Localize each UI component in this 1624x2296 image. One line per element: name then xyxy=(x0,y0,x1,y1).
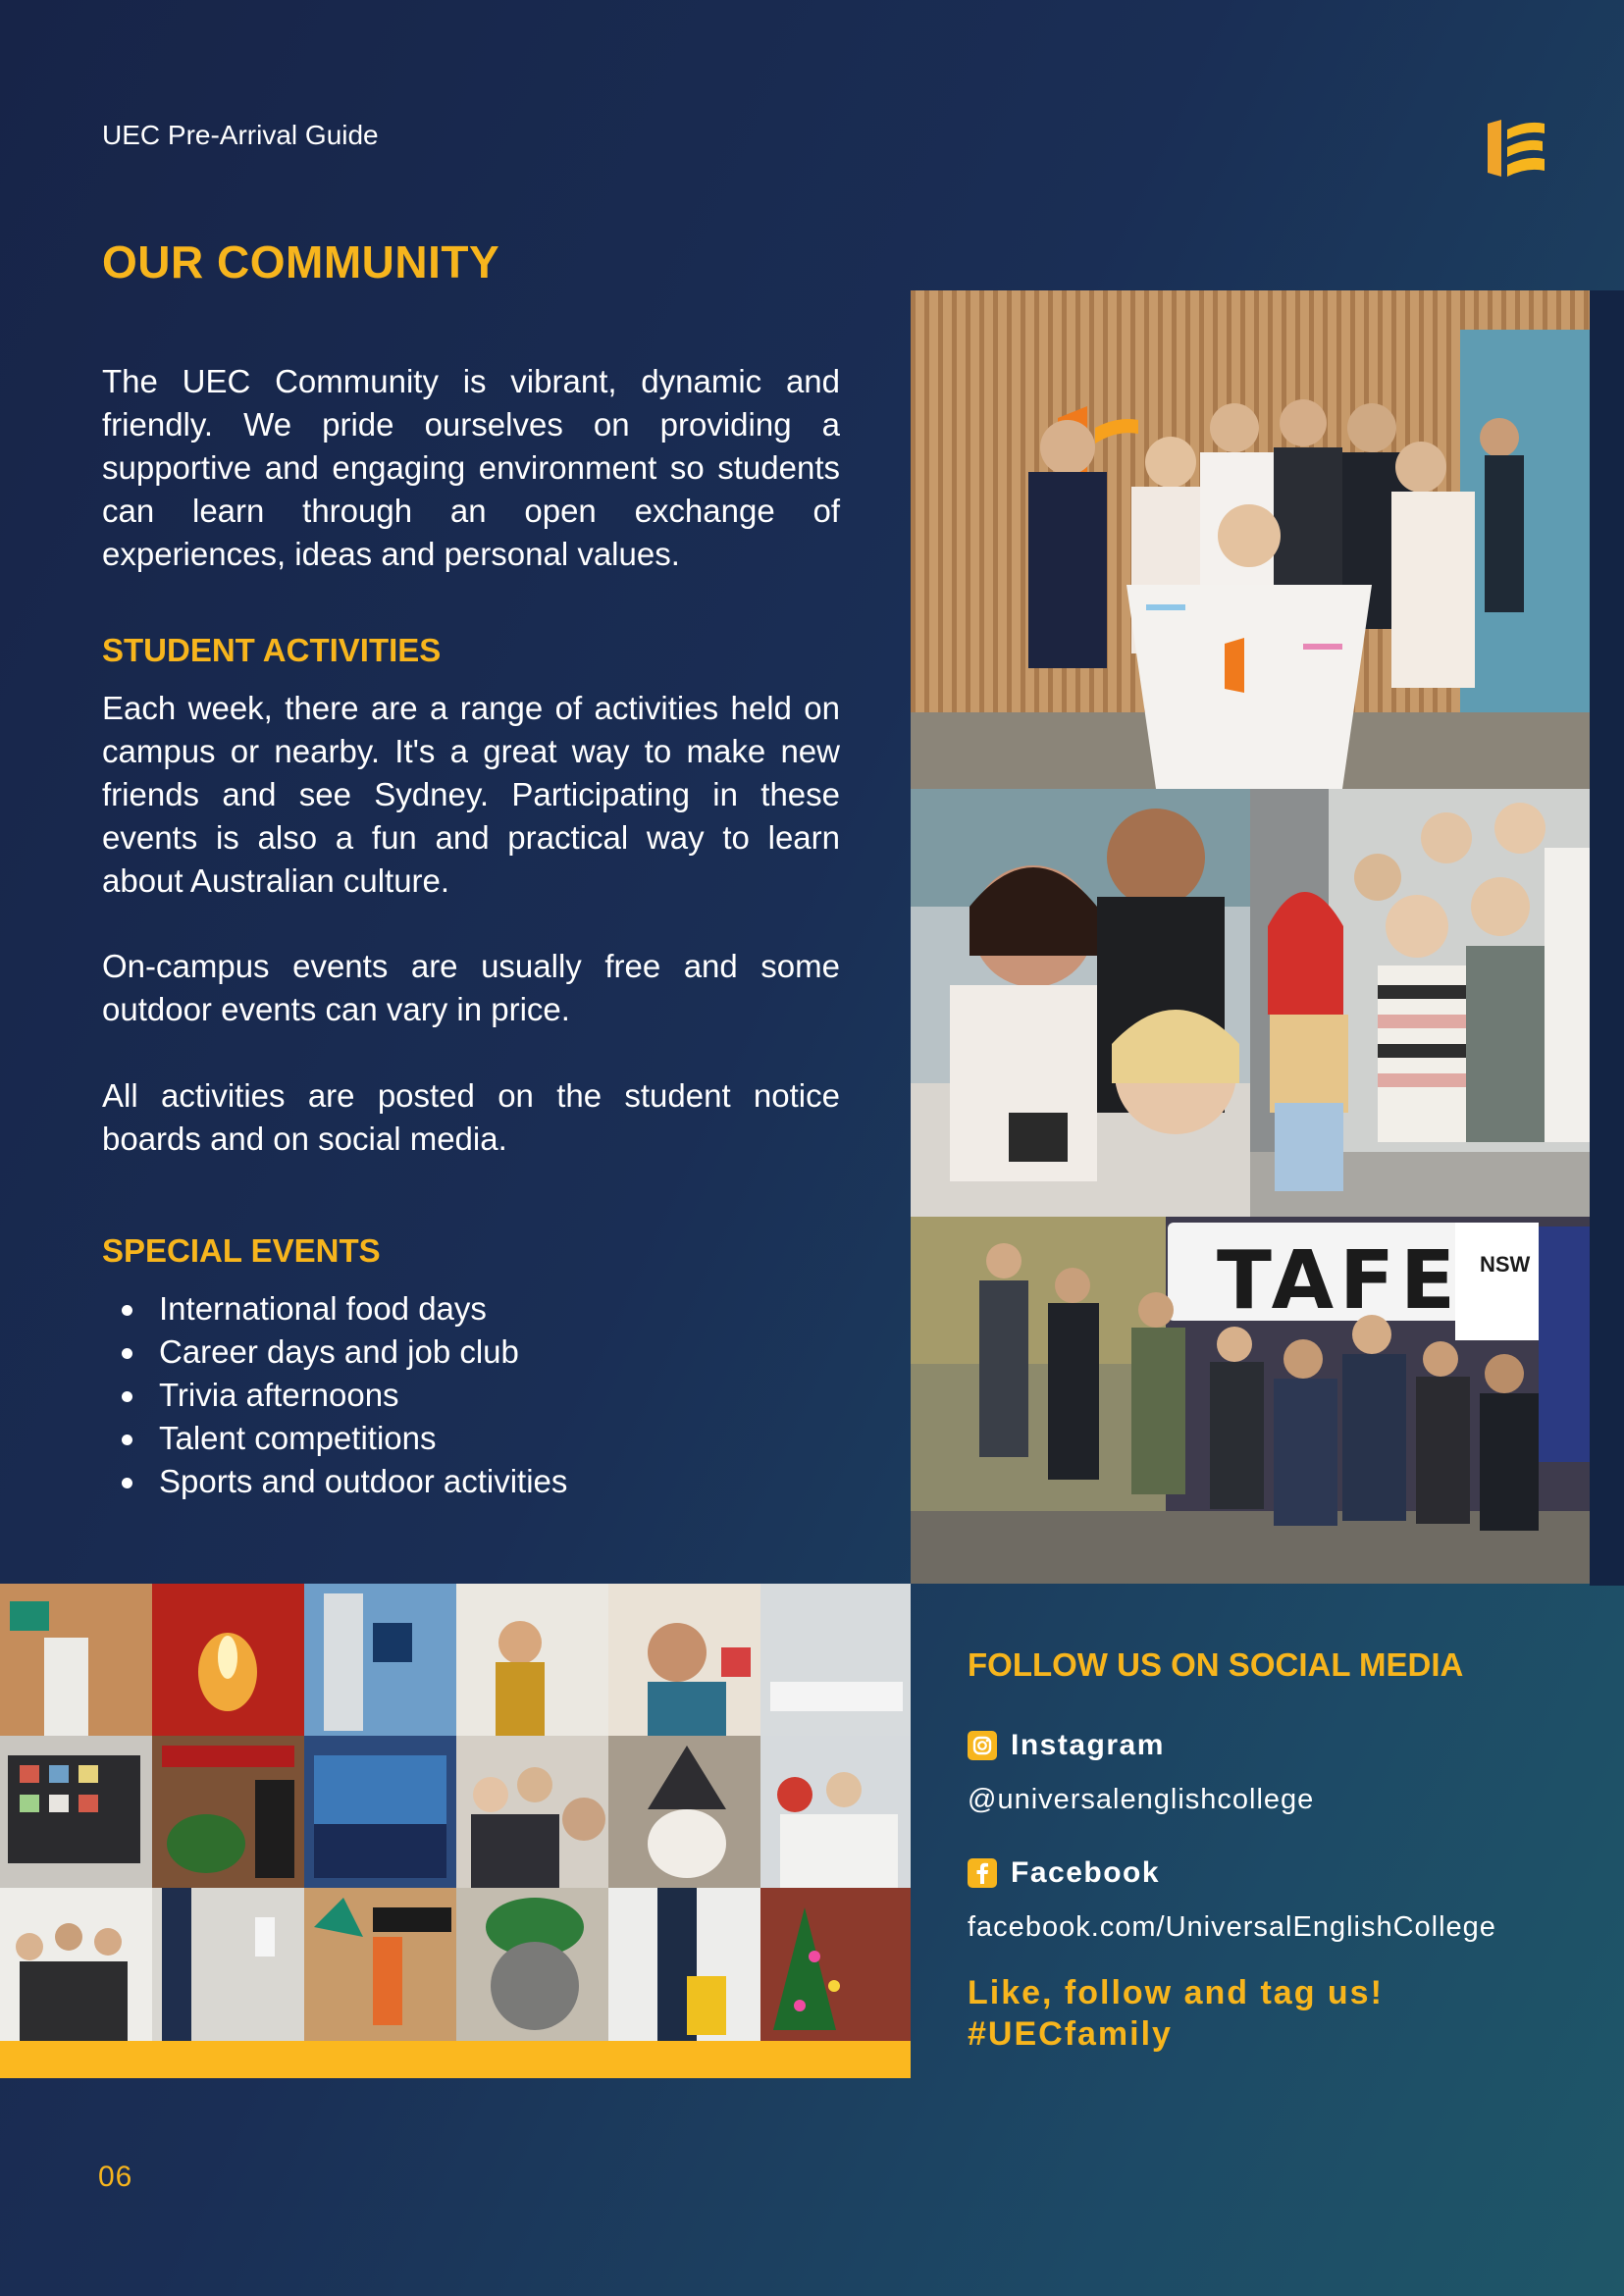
instagram-handle[interactable]: @universalenglishcollege xyxy=(968,1784,1315,1815)
list-item: International food days xyxy=(102,1287,789,1331)
list-item: Talent competitions xyxy=(102,1417,789,1460)
facebook-label[interactable]: Facebook xyxy=(1011,1856,1161,1889)
hashtag: #UECfamily xyxy=(968,2015,1173,2053)
photo-tafe-excursion xyxy=(911,1217,1590,1584)
facebook-handle[interactable]: facebook.com/UniversalEnglishCollege xyxy=(968,1911,1496,1943)
intro-paragraph: The UEC Community is vibrant, dynamic and friendly. We pride ourselves on providing a supportive and engaging environment so students can learn through an open exchange of experiences, ideas and personal values. xyxy=(102,363,840,572)
tafe-sign: TAFE xyxy=(1217,1234,1462,1328)
uec-logo-icon xyxy=(1484,116,1548,184)
list-item: Trivia afternoons xyxy=(102,1374,789,1417)
photo-group-hallway xyxy=(1250,789,1590,1217)
accent-bar xyxy=(0,2041,911,2078)
list-item: Career days and job club xyxy=(102,1331,789,1374)
special-events-heading: SPECIAL EVENTS xyxy=(102,1232,381,1269)
tafe-sign-sub: NSW xyxy=(1480,1252,1531,1277)
activities-paragraph-1: Each week, there are a range of activities held on campus or nearby. It's a great way to make new friends and see Sydney. Participating in these events is also a fun and practical way to learn about Australian culture. xyxy=(102,690,840,899)
activities-paragraph-2: On-campus events are usually free and some outdoor events can vary in price. xyxy=(102,948,840,1027)
social-heading: FOLLOW US ON SOCIAL MEDIA xyxy=(968,1646,1464,1683)
student-activities-heading: STUDENT ACTIVITIES xyxy=(102,632,442,668)
photo-group-lobby xyxy=(911,290,1590,789)
photo-collage xyxy=(0,1584,911,2041)
list-item: Sports and outdoor activities xyxy=(102,1460,789,1503)
social-tagline xyxy=(968,1972,1384,2055)
activities-paragraph-3: All activities are posted on the student notice boards and on social media. xyxy=(102,1077,840,1157)
special-events-list xyxy=(102,1287,789,1503)
instagram-label[interactable]: Instagram xyxy=(1011,1729,1165,1761)
facebook-icon[interactable] xyxy=(968,1858,997,1888)
decorative-strip xyxy=(1590,290,1624,1586)
instagram-icon[interactable] xyxy=(968,1731,997,1760)
guide-title: UEC Pre-Arrival Guide xyxy=(102,120,379,150)
page-title: OUR COMMUNITY xyxy=(102,236,500,287)
photo-selfie-friends xyxy=(911,789,1250,1217)
tagline-line-1: Like, follow and tag us! xyxy=(968,1974,1384,2011)
page-number: 06 xyxy=(98,2161,133,2193)
